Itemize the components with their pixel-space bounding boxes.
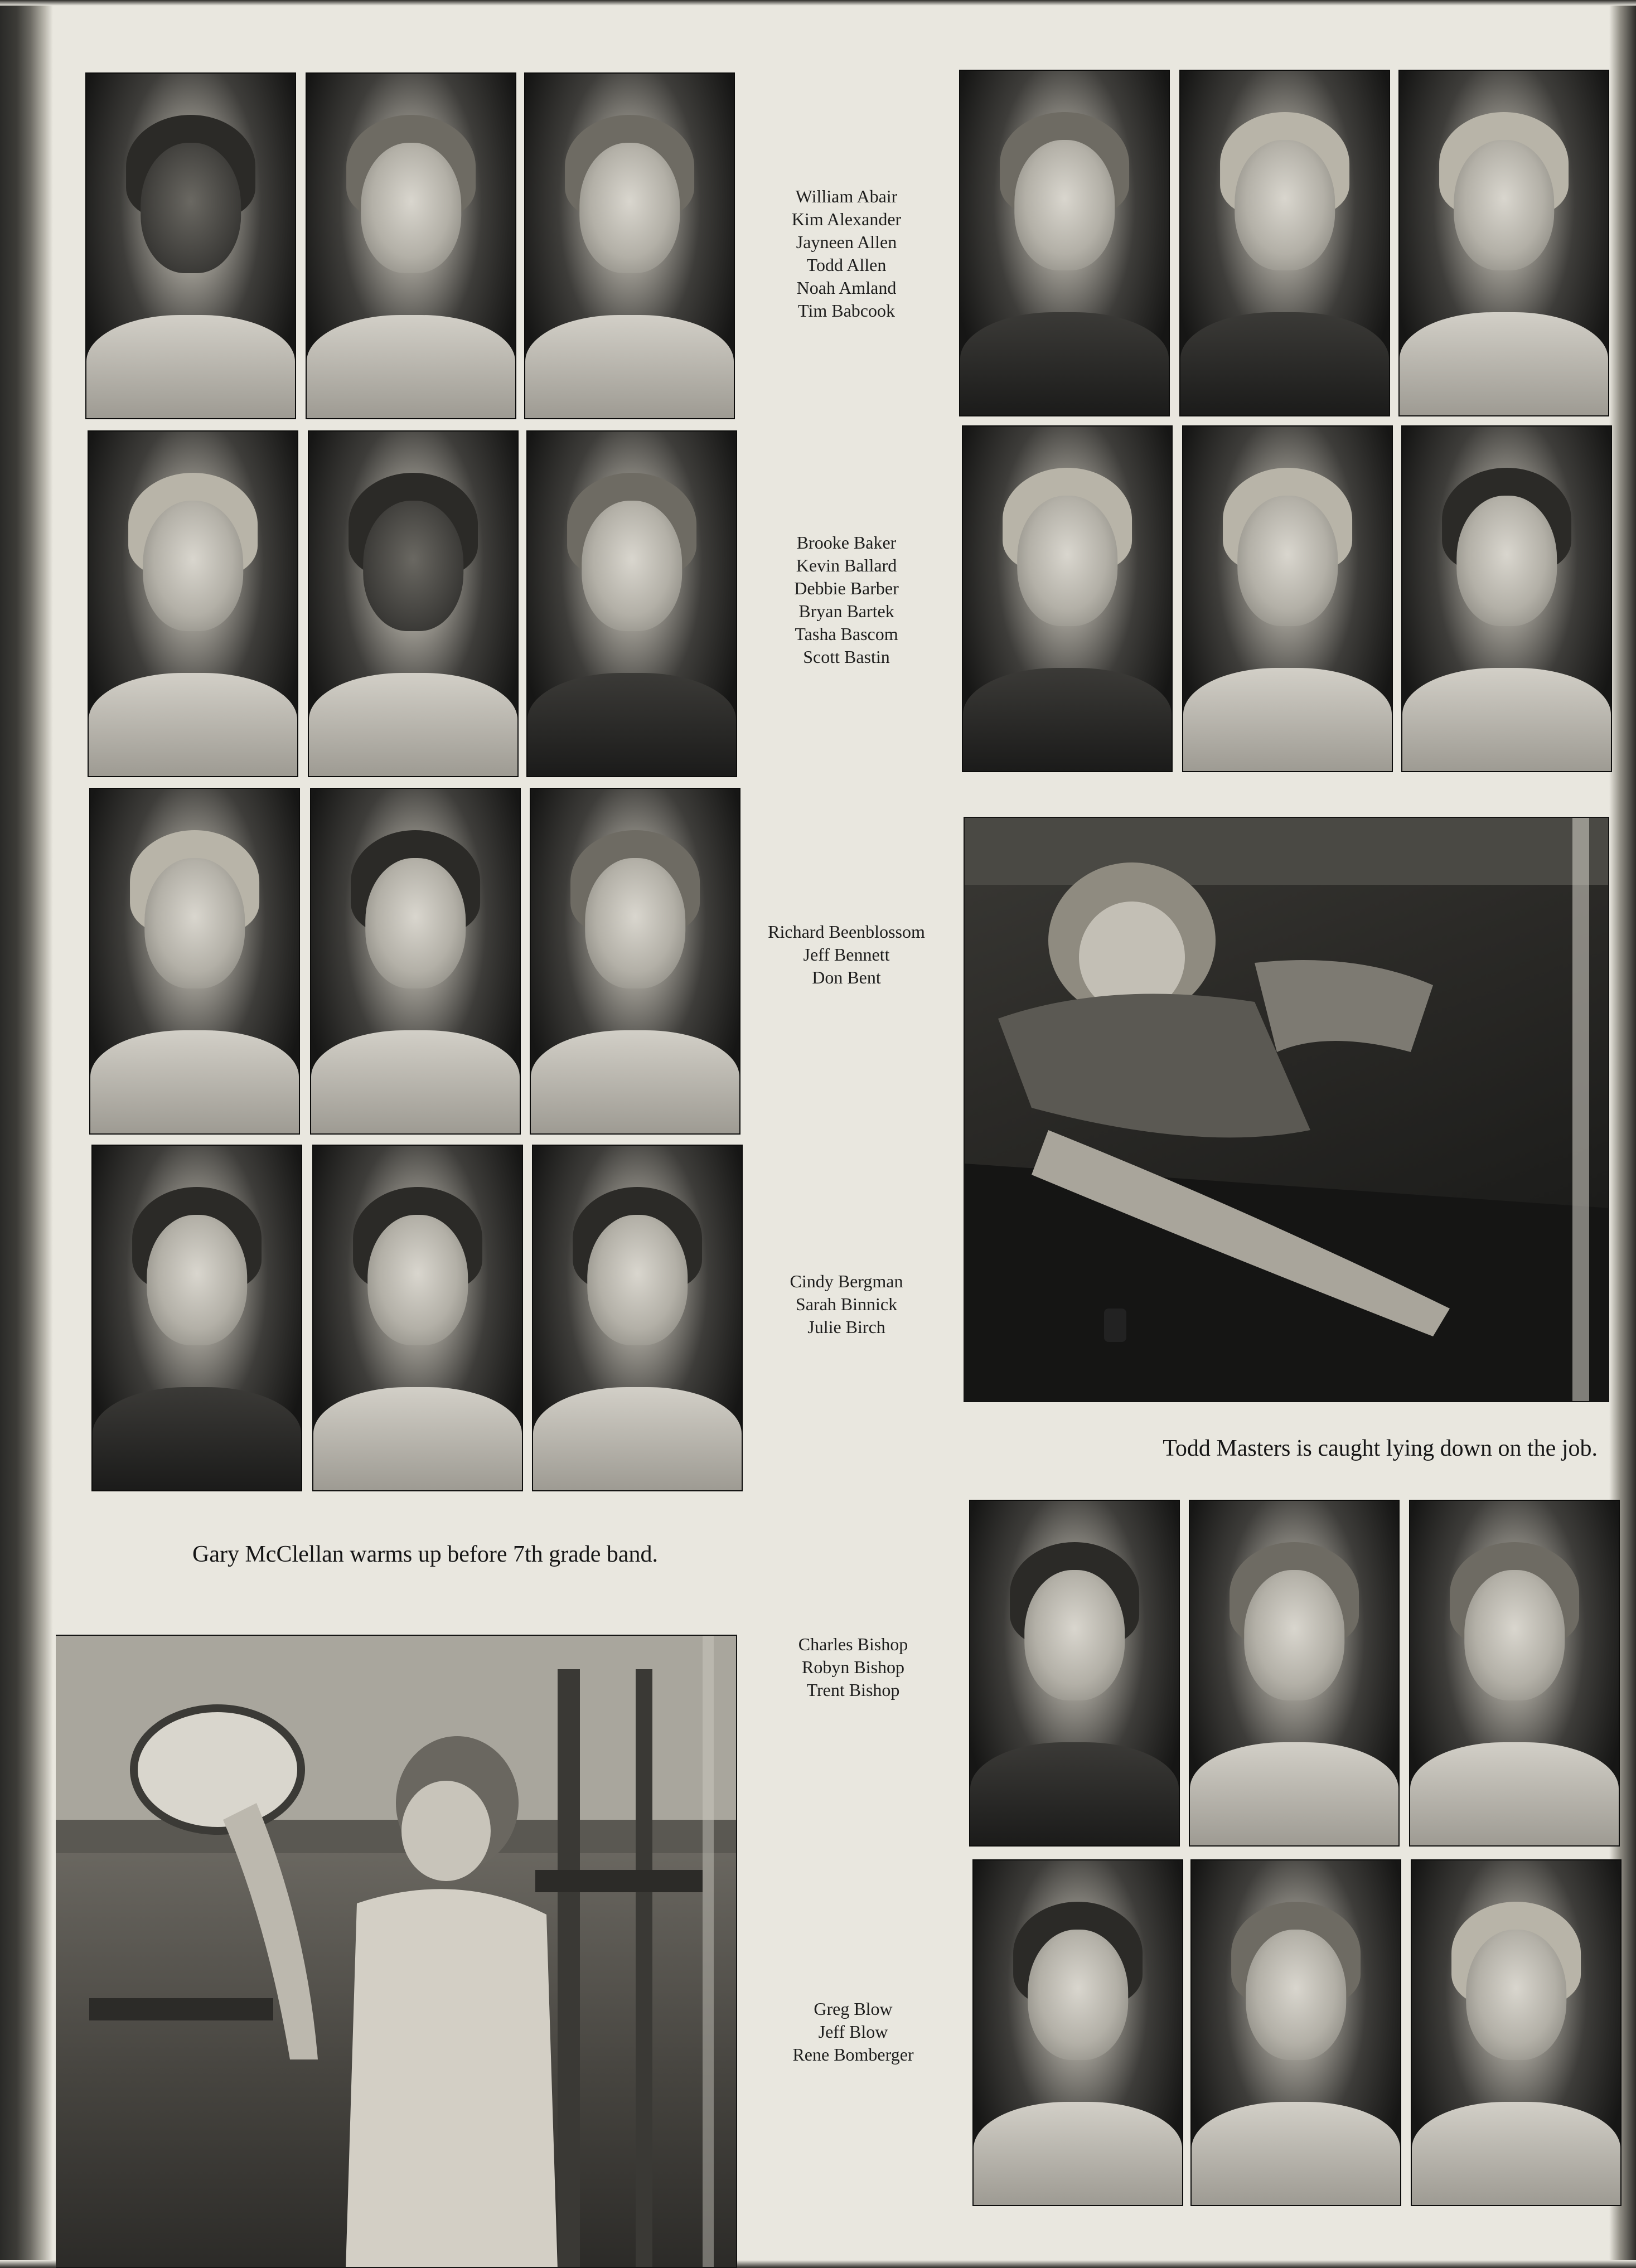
portrait-photo bbox=[1182, 425, 1393, 772]
shirt-shape bbox=[998, 994, 1310, 1137]
caption-gary-mcclellan: Gary McClellan warms up before 7th grade band. bbox=[192, 1542, 659, 1567]
shoulders-shape bbox=[970, 1742, 1179, 1845]
portrait-photo bbox=[1401, 425, 1612, 772]
name-list bbox=[746, 1270, 947, 1339]
shoulders-shape bbox=[86, 315, 295, 418]
face-shape bbox=[1235, 140, 1335, 271]
student-name: Jeff Bennett bbox=[803, 944, 890, 965]
portrait-photo bbox=[310, 788, 521, 1135]
chair-leg bbox=[636, 1669, 652, 2268]
face-shape bbox=[1466, 1930, 1566, 2061]
chalk-rail bbox=[56, 1820, 737, 1853]
portrait-photo bbox=[306, 72, 516, 419]
face-shape bbox=[587, 1215, 688, 1346]
portrait-photo bbox=[88, 430, 298, 777]
student-name: Tim Babcook bbox=[798, 301, 895, 321]
shoulders-shape bbox=[311, 1030, 520, 1133]
name-list bbox=[753, 1998, 953, 2066]
student-name: Brooke Baker bbox=[796, 532, 897, 553]
portrait-photo bbox=[530, 788, 740, 1135]
portrait-photo bbox=[1398, 70, 1609, 416]
candid-scene bbox=[56, 1636, 737, 2268]
face-shape bbox=[1244, 1570, 1344, 1701]
portrait-photo bbox=[1411, 1859, 1622, 2206]
student-name: Noah Amland bbox=[796, 278, 897, 298]
portrait-photo bbox=[524, 72, 735, 419]
shoulders-shape bbox=[963, 668, 1172, 771]
light-streak bbox=[703, 1636, 714, 2268]
face-shape bbox=[1456, 496, 1557, 627]
portrait-photo bbox=[959, 70, 1170, 416]
name-list bbox=[746, 185, 947, 322]
euphonium-bell bbox=[134, 1708, 301, 1831]
student-name: Jayneen Allen bbox=[796, 232, 897, 252]
shoulders-shape bbox=[307, 315, 515, 418]
shoulders-shape bbox=[93, 1387, 301, 1490]
student-name: Charles Bishop bbox=[798, 1634, 908, 1654]
shoulders-shape bbox=[1402, 668, 1611, 771]
face-shape bbox=[1237, 496, 1338, 627]
portrait-photo bbox=[308, 430, 519, 777]
face-shape bbox=[401, 1781, 491, 1881]
light-streak bbox=[1572, 818, 1589, 1402]
shoulders-shape bbox=[1192, 2102, 1400, 2205]
shoulders-shape bbox=[525, 315, 734, 418]
portrait-photo bbox=[85, 72, 296, 419]
shoulders-shape bbox=[1180, 312, 1389, 415]
desk-shape bbox=[89, 1998, 273, 2020]
shoulders-shape bbox=[1410, 1742, 1619, 1845]
name-list bbox=[746, 920, 947, 989]
student-name: Debbie Barber bbox=[794, 578, 899, 598]
portrait-photo bbox=[1190, 1859, 1401, 2206]
student-name: Jeff Blow bbox=[818, 2022, 888, 2042]
face-shape bbox=[365, 858, 466, 989]
face-shape bbox=[143, 501, 243, 632]
student-name: Scott Bastin bbox=[803, 647, 890, 667]
face-shape bbox=[1017, 496, 1117, 627]
face-shape bbox=[144, 858, 245, 989]
name-list bbox=[746, 531, 947, 668]
shoulders-shape bbox=[89, 673, 297, 776]
shoulders-shape bbox=[1400, 312, 1608, 415]
shoulders-shape bbox=[1190, 1742, 1398, 1845]
chair-leg bbox=[558, 1669, 580, 2268]
portrait-photo bbox=[1179, 70, 1390, 416]
student-name: William Abair bbox=[795, 186, 898, 206]
page-binding-left bbox=[0, 0, 53, 2268]
background-wall bbox=[965, 818, 1609, 885]
candid-scene bbox=[965, 818, 1609, 1402]
face-shape bbox=[363, 501, 463, 632]
shoulders-shape bbox=[309, 673, 517, 776]
shirt-shape bbox=[346, 1889, 558, 2268]
shoulders-shape bbox=[90, 1030, 299, 1133]
face-shape bbox=[367, 1215, 468, 1346]
student-name: Sarah Binnick bbox=[795, 1294, 898, 1314]
portrait-photo bbox=[972, 1859, 1183, 2206]
shoulders-shape bbox=[974, 2102, 1182, 2205]
student-name: Tasha Bascom bbox=[795, 624, 898, 644]
face-shape bbox=[1028, 1930, 1128, 2061]
face-shape bbox=[582, 501, 682, 632]
face-shape bbox=[1464, 1570, 1565, 1701]
caption-todd-masters: Todd Masters is caught lying down on the job. bbox=[1163, 1436, 1598, 1461]
portrait-photo bbox=[962, 425, 1173, 772]
name-list bbox=[753, 1633, 953, 1702]
shoulders-shape bbox=[531, 1030, 739, 1133]
floor-shadow bbox=[965, 1164, 1609, 1402]
candid-photo-gary-mcclellan bbox=[56, 1635, 737, 2268]
face-shape bbox=[361, 143, 461, 274]
wristwatch-shape bbox=[1104, 1309, 1126, 1342]
shoulders-shape bbox=[527, 673, 736, 776]
student-name: Kim Alexander bbox=[791, 209, 902, 229]
shoulders-shape bbox=[1183, 668, 1392, 771]
portrait-photo bbox=[89, 788, 300, 1135]
shoulders-shape bbox=[960, 312, 1169, 415]
portrait-photo bbox=[532, 1145, 743, 1491]
portrait-photo bbox=[1409, 1500, 1620, 1847]
student-name: Cindy Bergman bbox=[790, 1271, 903, 1291]
student-name: Greg Blow bbox=[814, 1999, 893, 2019]
face-shape bbox=[1246, 1930, 1346, 2061]
face-shape bbox=[141, 143, 241, 274]
shoulders-shape bbox=[533, 1387, 742, 1490]
portrait-photo bbox=[1189, 1500, 1400, 1847]
face-shape bbox=[579, 143, 680, 274]
student-name: Richard Beenblossom bbox=[768, 922, 925, 942]
student-name: Robyn Bishop bbox=[801, 1657, 905, 1677]
desk-shape bbox=[535, 1870, 703, 1892]
portrait-photo bbox=[526, 430, 737, 777]
student-name: Don Bent bbox=[812, 967, 881, 987]
face-shape bbox=[1024, 1570, 1125, 1701]
portrait-photo bbox=[969, 1500, 1180, 1847]
face-shape bbox=[1454, 140, 1554, 271]
student-name: Rene Bomberger bbox=[792, 2044, 914, 2065]
student-name: Kevin Ballard bbox=[796, 555, 897, 575]
shoulders-shape bbox=[313, 1387, 522, 1490]
student-name: Trent Bishop bbox=[806, 1680, 900, 1700]
student-name: Julie Birch bbox=[807, 1317, 885, 1337]
portrait-photo bbox=[312, 1145, 523, 1491]
candid-photo-todd-masters bbox=[964, 817, 1609, 1402]
student-name: Todd Allen bbox=[806, 255, 887, 275]
student-name: Bryan Bartek bbox=[798, 601, 894, 621]
face-shape bbox=[1014, 140, 1115, 271]
face-shape bbox=[147, 1215, 247, 1346]
page-edge-top bbox=[0, 0, 1636, 6]
arm-shape bbox=[1255, 960, 1433, 1052]
shoulders-shape bbox=[1412, 2102, 1620, 2205]
face-shape bbox=[585, 858, 685, 989]
portrait-photo bbox=[91, 1145, 302, 1491]
